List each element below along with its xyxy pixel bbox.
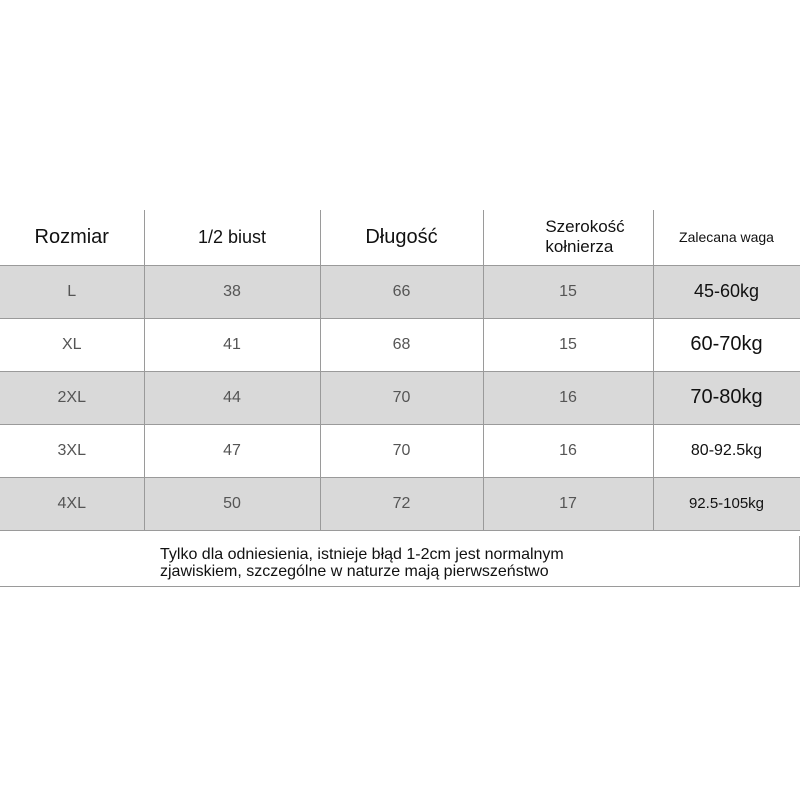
cell-bust: 47 bbox=[144, 424, 320, 477]
cell-size: 4XL bbox=[0, 477, 144, 530]
table-row bbox=[0, 477, 800, 530]
table-row bbox=[0, 371, 800, 424]
size-table bbox=[0, 210, 800, 531]
cell-weight: 80-92.5kg bbox=[653, 424, 800, 477]
cell-bust: 41 bbox=[144, 318, 320, 371]
table-row bbox=[0, 424, 800, 477]
header-size: Rozmiar bbox=[0, 210, 144, 265]
cell-collar: 16 bbox=[483, 424, 653, 477]
cell-length: 72 bbox=[320, 477, 483, 530]
cell-size: XL bbox=[0, 318, 144, 371]
cell-weight: 92.5-105kg bbox=[653, 477, 800, 530]
header-collar-line1: Szerokość bbox=[545, 217, 625, 237]
table-row bbox=[0, 318, 800, 371]
cell-collar: 15 bbox=[483, 318, 653, 371]
cell-weight: 45-60kg bbox=[653, 265, 800, 318]
cell-size: 3XL bbox=[0, 424, 144, 477]
header-weight: Zalecana waga bbox=[653, 210, 800, 265]
header-collar-line2: kołnierza bbox=[545, 237, 614, 257]
cell-length: 70 bbox=[320, 371, 483, 424]
size-chart bbox=[0, 210, 800, 531]
cell-bust: 38 bbox=[144, 265, 320, 318]
cell-weight: 60-70kg bbox=[653, 318, 800, 371]
cell-weight: 70-80kg bbox=[653, 371, 800, 424]
cell-size: 2XL bbox=[0, 371, 144, 424]
cell-collar: 16 bbox=[483, 371, 653, 424]
cell-collar: 15 bbox=[483, 265, 653, 318]
cell-size: L bbox=[0, 265, 144, 318]
cell-length: 68 bbox=[320, 318, 483, 371]
cell-length: 70 bbox=[320, 424, 483, 477]
cell-bust: 44 bbox=[144, 371, 320, 424]
cell-collar: 17 bbox=[483, 477, 653, 530]
header-length: Długość bbox=[320, 210, 483, 265]
cell-length: 66 bbox=[320, 265, 483, 318]
header-row bbox=[0, 210, 800, 265]
header-bust: 1/2 biust bbox=[144, 210, 320, 265]
disclaimer-note: Tylko dla odniesienia, istnieje błąd 1-2cm jest normalnym zjawiskiem, szczególne w naturze mają pierwszeństwo bbox=[160, 546, 564, 580]
table-row bbox=[0, 265, 800, 318]
header-collar bbox=[483, 210, 653, 265]
cell-bust: 50 bbox=[144, 477, 320, 530]
note-row bbox=[0, 536, 800, 587]
